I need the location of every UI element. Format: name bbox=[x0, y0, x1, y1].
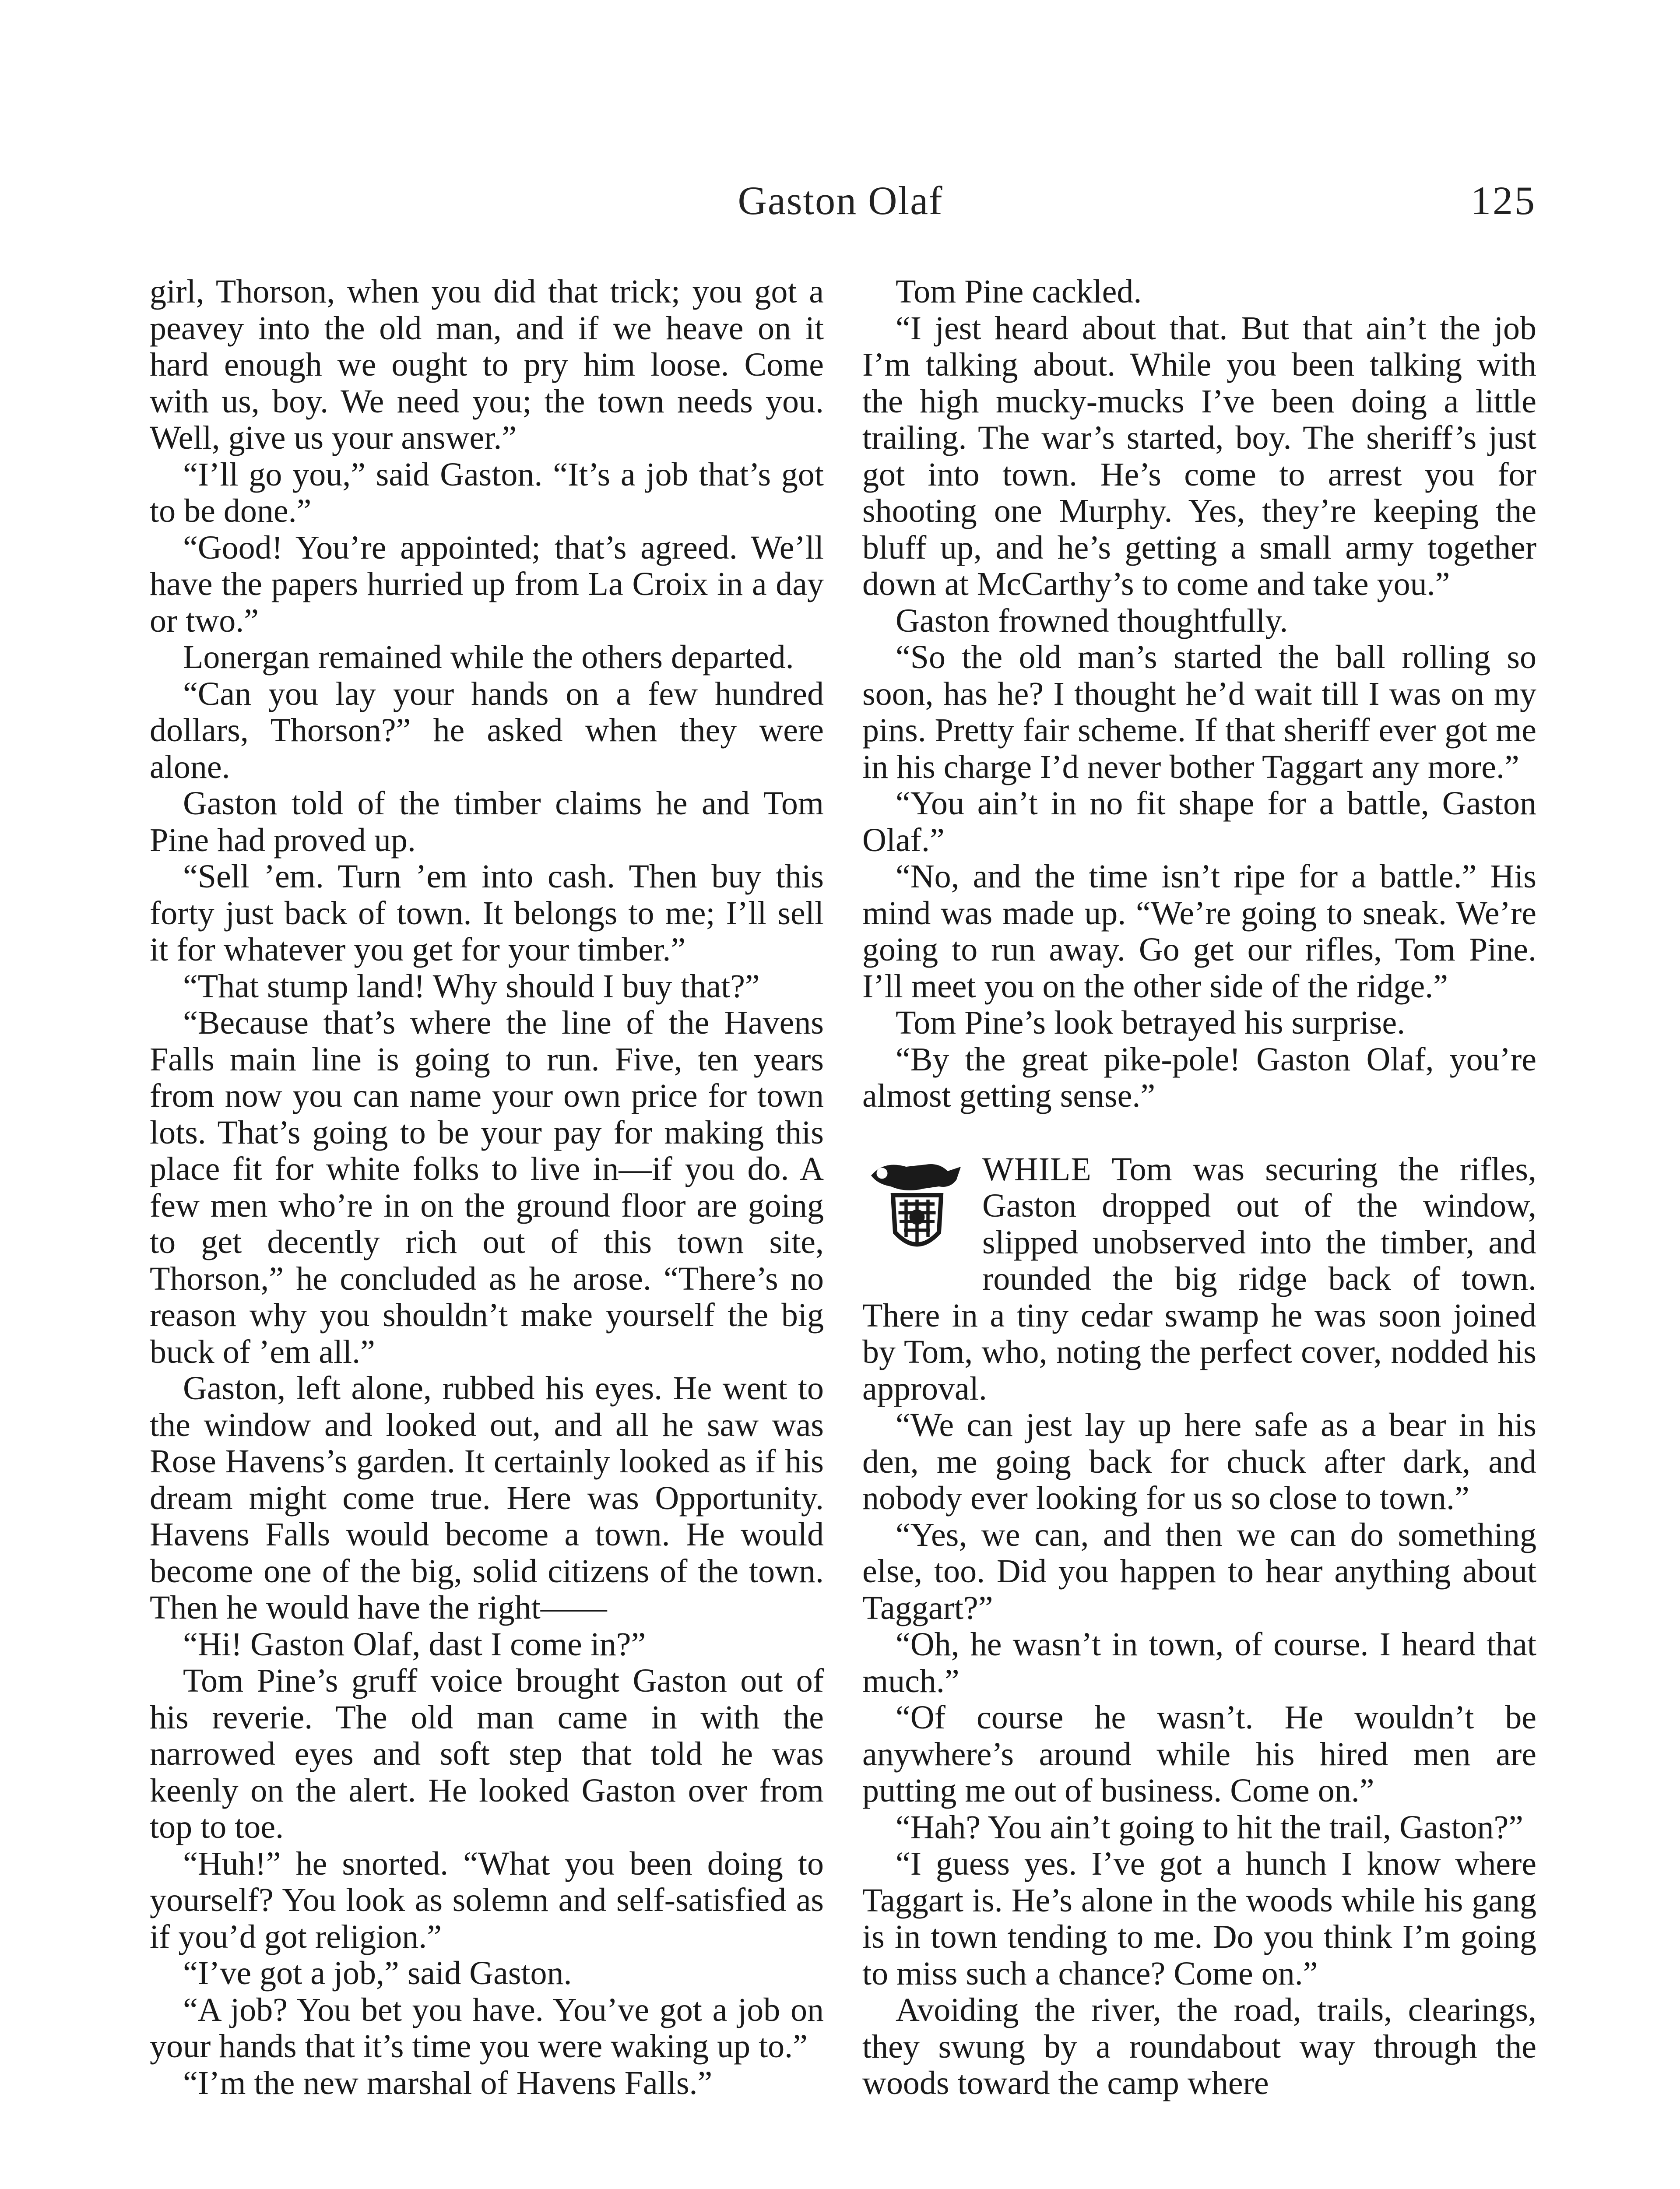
paragraph: Tom Pine’s look betrayed his surprise. bbox=[896, 1004, 1406, 1041]
paragraph: “Good! You’re appointed; that’s agreed. We’ll have the papers hurried up from La Croix in a day or two.” bbox=[150, 529, 824, 639]
woodsman-ornament-icon bbox=[862, 1156, 972, 1265]
paragraph: “You ain’t in no fit shape for a battle, Gaston Olaf.” bbox=[862, 785, 1536, 859]
paragraph: “By the great pike-pole! Gaston Olaf, you’re almost getting sense.” bbox=[862, 1041, 1536, 1114]
paragraph: “We can jest lay up here safe as a bear in his den, me going back for chuck after dark, and nobody ever looking for us so close to town.” bbox=[862, 1407, 1536, 1517]
paragraph: “Can you lay your hands on a few hundred dollars, Thorson?” he asked when they were alone. bbox=[150, 675, 824, 785]
paragraph: “I jest heard about that. But that ain’t the job I’m talking about. While you been talking with the high mucky-mucks I’ve been doing a little trailing. The war’s started, boy. The sheriff’s just got into town. He’s come to arrest you for shooting one Murphy. Yes, they’re keeping the bluff up, and he’s getting a small army together down at McCarthy’s to come and take you.” bbox=[862, 310, 1536, 602]
paragraph: “Sell ’em. Turn ’em into cash. Then buy this forty just back of town. It belongs to me; I’ll sell it for whatever you get for your timber.” bbox=[150, 858, 824, 968]
paragraph: Tom Pine’s gruff voice brought Gaston out of his reverie. The old man came in with the narrowed eyes and soft step that told he was keenly on the alert. He looked Gaston over from top to toe. bbox=[150, 1662, 824, 1845]
paragraph: “Yes, we can, and then we can do something else, too. Did you happen to hear anything about Taggart?” bbox=[862, 1516, 1536, 1626]
section-break bbox=[862, 1115, 1536, 1151]
paragraph: “Because that’s where the line of the Havens Falls main line is going to run. Five, ten years from now you can name your own price for town lots. That’s going to be your pay for making this place fit for white folks to live in—if you do. A few men who’re in on the ground floor are going to get decently rich out of this town site, Thorson,” he concluded as he arose. “There’s no reason why you shouldn’t make yourself the big buck of ’em all.” bbox=[150, 1004, 824, 1370]
paragraph: “No, and the time isn’t ripe for a battle.” His mind was made up. “We’re going to sneak. We’re going to run away. Go get our rifles, Tom Pine. I’ll meet you on the other side of the ridge.” bbox=[862, 858, 1536, 1005]
paragraph: “Hi! Gaston Olaf, dast I come in?” bbox=[183, 1626, 646, 1663]
paragraph: “So the old man’s started the ball rolling so soon, has he? I thought he’d wait till I was on my pins. Pretty fair scheme. If that sheriff ever got me in his charge I’d never bother Taggart any more.” bbox=[862, 639, 1536, 785]
section-opening-text: Tom was securing the rifles, Gaston dropped out of the window, slipped unobserved into the timber, and rounded the big ridge back of town. There in a tiny cedar swamp he was soon joined by Tom, who, noting the perfect cover, nodded his approval. bbox=[862, 1151, 1536, 1407]
paragraph: “I’m the new marshal of Havens Falls.” bbox=[183, 2064, 713, 2101]
paragraph: “Of course he wasn’t. He wouldn’t be anywhere’s around while his hired men are putting me out of business. Come on.” bbox=[862, 1699, 1536, 1809]
section-opening-paragraph bbox=[862, 1151, 1536, 1408]
running-title: Gaston Olaf bbox=[738, 178, 943, 223]
paragraph: Gaston frowned thoughtfully. bbox=[896, 602, 1288, 639]
drop-word: WHILE bbox=[982, 1151, 1092, 1188]
right-column bbox=[862, 274, 1536, 2102]
paragraph: “A job? You bet you have. You’ve got a job on your hands that it’s time you were waking up to.” bbox=[150, 1991, 824, 2065]
paragraph: Avoiding the river, the road, trails, clearings, they swung by a roundabout way through the woods toward the camp where bbox=[862, 1992, 1536, 2101]
page-number: 125 bbox=[1471, 178, 1536, 223]
page-header bbox=[144, 177, 1536, 230]
paragraph: “I guess yes. I’ve got a hunch I know where Taggart is. He’s alone in the woods while his gang is in town tending to me. Do you think I’m going to miss such a chance? Come on.” bbox=[862, 1845, 1536, 1992]
paragraph: “That stump land! Why should I buy that?” bbox=[183, 968, 760, 1005]
paragraph: “Hah? You ain’t going to hit the trail, Gaston?” bbox=[896, 1809, 1523, 1846]
paragraph: Gaston, left alone, rubbed his eyes. He went to the window and looked out, and all he saw was Rose Havens’s garden. It certainly looked as if his dream might come true. Here was Opportunity. Havens Falls would become a town. He would become one of the big, solid citizens of the town. Then he would have the right—— bbox=[150, 1370, 824, 1626]
paragraph: “Oh, he wasn’t in town, of course. I heard that much.” bbox=[862, 1626, 1536, 1700]
paragraph: “I’ll go you,” said Gaston. “It’s a job that’s got to be done.” bbox=[150, 456, 824, 529]
left-column bbox=[150, 274, 824, 2101]
paragraph: Gaston told of the timber claims he and Tom Pine had proved up. bbox=[150, 785, 824, 859]
paragraph: Lonergan remained while the others departed. bbox=[183, 639, 794, 676]
paragraph: Tom Pine cackled. bbox=[896, 273, 1142, 310]
paragraph: girl, Thorson, when you did that trick; you got a peavey into the old man, and if we heave on it hard enough we ought to pry him loose. Come with us, boy. We need you; the town needs you. Well, give us your answer.” bbox=[150, 273, 824, 456]
paragraph: “Huh!” he snorted. “What you been doing to yourself? You look as solemn and self-satisfied as if you’d got religion.” bbox=[150, 1845, 824, 1955]
paragraph: “I’ve got a job,” said Gaston. bbox=[183, 1955, 572, 1992]
